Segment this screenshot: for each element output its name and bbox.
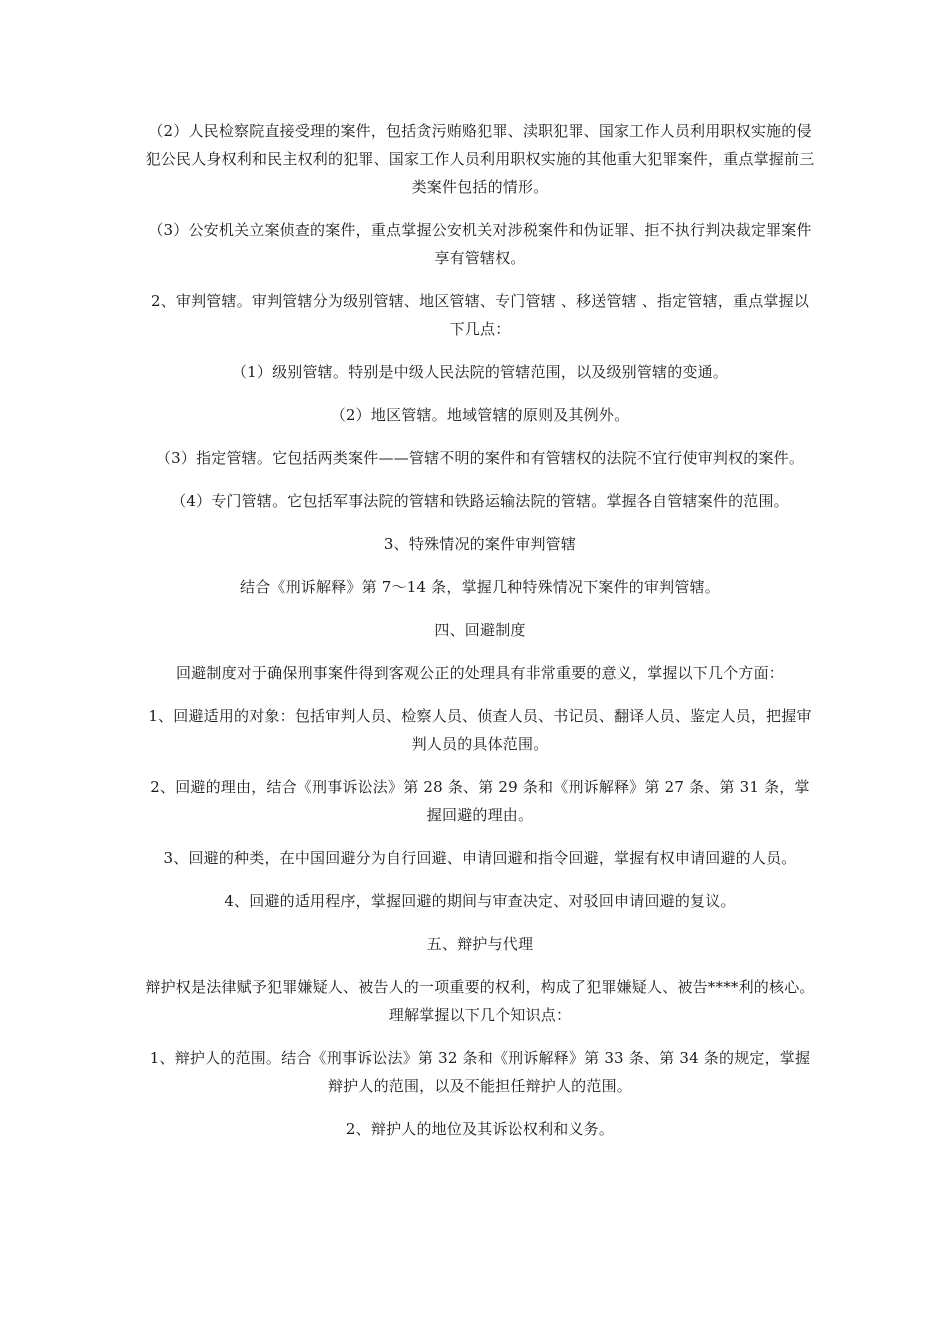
heading-recusal-system: 四、回避制度 xyxy=(434,621,526,639)
heading-special-case-jurisdiction: 3、特殊情况的案件审判管辖 xyxy=(383,535,577,553)
paragraph-defender-scope: 1、辩护人的范围。结合《刑事诉讼法》第 32 条和《刑诉解释》第 33 条、第 34 条的规定，掌握辩护人的范围，以及不能担任辩护人的范围。 xyxy=(149,1049,811,1095)
document-body xyxy=(145,117,815,1158)
paragraph-level-jurisdiction: （1）级别管辖。特别是中级人民法院的管辖范围，以及级别管辖的变通。 xyxy=(231,363,729,381)
paragraph-defender-status: 2、辩护人的地位及其诉讼权利和义务。 xyxy=(345,1120,615,1138)
paragraph-recusal-intro: 回避制度对于确保刑事案件得到客观公正的处理具有非常重要的意义，掌握以下几个方面： xyxy=(175,664,784,682)
paragraph-public-security-cases: （3）公安机关立案侦查的案件，重点掌握公安机关对涉税案件和伪证罪、拒不执行判决裁定罪案件享有管辖权。 xyxy=(148,221,812,267)
paragraph-designated-jurisdiction: （3）指定管辖。它包括两类案件——管辖不明的案件和有管辖权的法院不宜行使审判权的案件。 xyxy=(155,449,805,467)
paragraph-recusal-procedure: 4、回避的适用程序，掌握回避的期间与审查决定、对驳回申请回避的复议。 xyxy=(224,892,736,910)
paragraph-defense-right: 辩护权是法律赋予犯罪嫌疑人、被告人的一项重要的权利，构成了犯罪嫌疑人、被告****利的核心。理解掌握以下几个知识点： xyxy=(145,978,815,1024)
paragraph-recusal-types: 3、回避的种类，在中国回避分为自行回避、申请回避和指令回避，掌握有权申请回避的人员。 xyxy=(163,849,797,867)
paragraph-regional-jurisdiction: （2）地区管辖。地域管辖的原则及其例外。 xyxy=(330,406,630,424)
paragraph-special-jurisdiction: （4）专门管辖。它包括军事法院的管辖和铁路运输法院的管辖。掌握各自管辖案件的范围。 xyxy=(171,492,789,510)
paragraph-trial-jurisdiction: 2、审判管辖。审判管辖分为级别管辖、地区管辖、专门管辖 、移送管辖 、指定管辖，重点掌握以下几点： xyxy=(150,292,810,338)
paragraph-recusal-reasons: 2、回避的理由，结合《刑事诉讼法》第 28 条、第 29 条和《刑诉解释》第 27 条、第 31 条，掌握回避的理由。 xyxy=(150,778,810,824)
paragraph-recusal-subjects: 1、回避适用的对象：包括审判人员、检察人员、侦查人员、书记员、翻译人员、鉴定人员，把握审判人员的具体范围。 xyxy=(148,707,812,753)
paragraph-interpretation-articles: 结合《刑诉解释》第 7～14 条，掌握几种特殊情况下案件的审判管辖。 xyxy=(240,578,720,596)
heading-defense-agency: 五、辩护与代理 xyxy=(426,935,534,953)
paragraph-procuratorate-cases: （2）人民检察院直接受理的案件，包括贪污贿赂犯罪、渎职犯罪、国家工作人员利用职权实施的侵犯公民人身权利和民主权利的犯罪、国家工作人员利用职权实施的其他重大犯罪案件，重点掌握前三类案件包括的情形。 xyxy=(145,122,815,196)
